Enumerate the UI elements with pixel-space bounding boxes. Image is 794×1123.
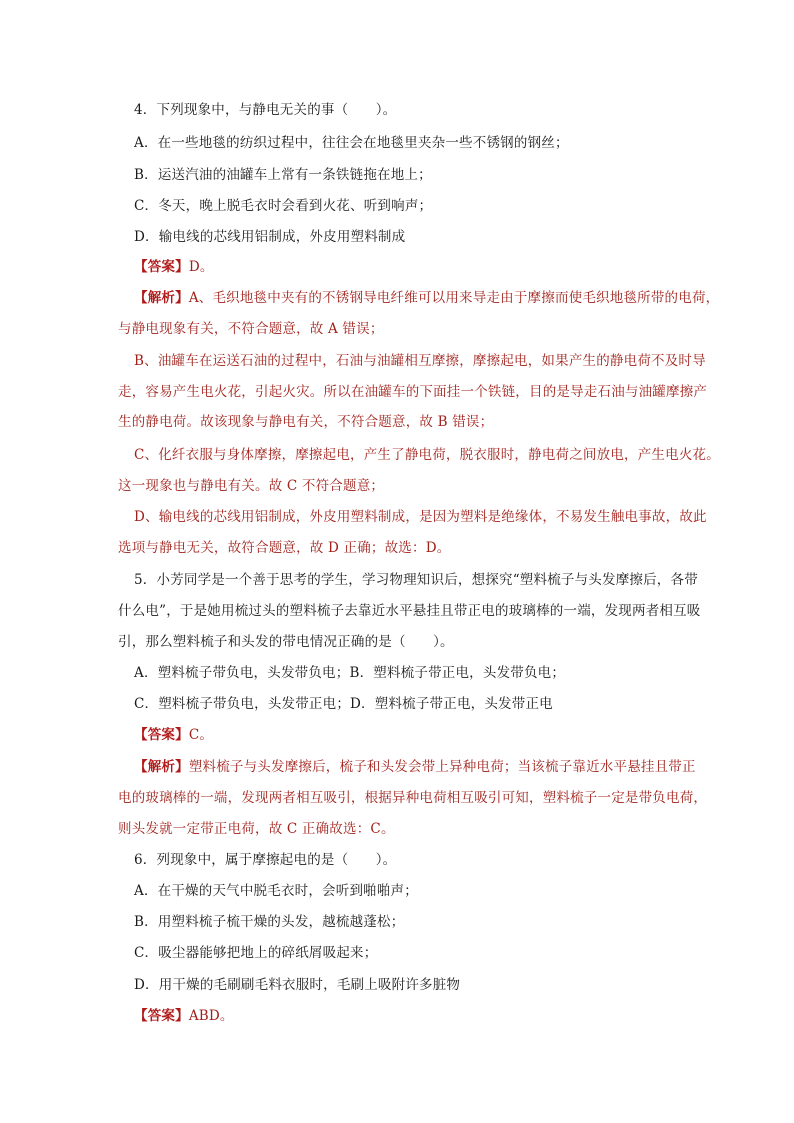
analysis-text: C、化纤衣服与身体摩擦，摩擦起电，产生了静电荷，脱衣服时，静电荷之间放电，产生电火花。 <box>134 447 720 463</box>
q4-analysis-line <box>134 289 719 307</box>
q4-option-b: B．运送汽油的油罐车上常有一条铁链拖在地上； <box>134 167 432 183</box>
q6-option-d: D．用干燥的毛刷刷毛料衣服时，毛刷上吸附许多脏物 <box>134 977 461 993</box>
q5-stem: 引，那么塑料梳子和头发的带电情况正确的是（ ）。 <box>118 634 454 650</box>
analysis-text: 塑料梳子与头发摩擦后，梳子和头发会带上异种电荷；当该梳子靠近水平悬挂且带正 <box>188 759 696 775</box>
q4-answer <box>134 258 214 276</box>
analysis-text: 电的玻璃棒的一端，发现两者相互吸引，根据异种电荷相互吸引可知，塑料梳子一定是带负电荷， <box>118 790 708 806</box>
q6-option-a: A．在干燥的天气中脱毛衣时，会听到啪啪声； <box>134 883 418 899</box>
analysis-text: 生的静电荷。故该现象与静电有关，不符合题意，故 B 错误； <box>118 414 494 430</box>
analysis-text: 则头发就一定带正电荷，故 C 正确故选：C。 <box>118 821 395 837</box>
analysis-text: B、油罐车在运送石油的过程中，石油与油罐相互摩擦，摩擦起电，如果产生的静电荷不及时导 <box>134 353 706 369</box>
analysis-tag: 【解析】 <box>134 759 189 775</box>
q6-answer <box>134 1007 234 1025</box>
q4-option-c: C．冬天，晚上脱毛衣时会看到火花、听到响声； <box>134 198 433 214</box>
q4-option-d: D．输电线的芯线用铝制成，外皮用塑料制成 <box>134 229 406 245</box>
q4-stem: 4．下列现象中，与静电无关的事（ ）。 <box>134 102 397 118</box>
answer-tag: 【答案】 <box>134 727 189 743</box>
analysis-text: 与静电现象有关，不符合题意，故 A 错误； <box>118 321 384 337</box>
q4-option-a: A．在一些地毯的纺织过程中，往往会在地毯里夹杂一些不锈钢的钢丝； <box>134 135 569 151</box>
q5-stem: 5．小芳同学是一个善于思考的学生，学习物理知识后，想探究“塑料梳子与头发摩擦后，各带 <box>134 572 698 588</box>
answer-tag: 【答案】 <box>134 1008 189 1024</box>
analysis-text: 走，容易产生电火花，引起火灾。所以在油罐车的下面挂一个铁链，目的是导走石油与油罐摩擦产 <box>118 384 708 400</box>
answer-tag: 【答案】 <box>134 259 189 275</box>
q5-options-ab: A．塑料梳子带负电，头发带负电；B．塑料梳子带正电，头发带负电； <box>134 665 566 681</box>
analysis-tag: 【解析】 <box>134 290 189 306</box>
answer-value: D。 <box>188 259 214 275</box>
q5-analysis-line <box>134 758 696 776</box>
analysis-text: 选项与静电无关，故符合题意，故 D 正确；故选：D。 <box>118 540 451 556</box>
q5-options-cd: C．塑料梳子带负电，头发带正电；D．塑料梳子带正电，头发带正电 <box>134 696 553 712</box>
analysis-text: A、毛织地毯中夹有的不锈钢导电纤维可以用来导走由于摩擦而使毛织地毯所带的电荷， <box>188 290 720 306</box>
answer-value: ABD。 <box>188 1008 234 1024</box>
q6-option-c: C．吸尘器能够把地上的碎纸屑吸起来； <box>134 945 378 961</box>
q6-stem: 6．列现象中，属于摩擦起电的是（ ）。 <box>134 852 397 868</box>
q6-option-b: B．用塑料梳子梳干燥的头发，越梳越蓬松； <box>134 914 405 930</box>
answer-value: C。 <box>188 727 214 743</box>
q5-answer <box>134 726 213 744</box>
analysis-text: D、输电线的芯线用铝制成，外皮用塑料制成，是因为塑料是绝缘体，不易发生触电事故，故此 <box>134 509 707 525</box>
q5-stem: 什么电”，于是她用梳过头的塑料梳子去靠近水平悬挂且带正电的玻璃棒的一端，发现两者相互吸 <box>118 603 701 619</box>
analysis-text: 这一现象也与静电有关。故 C 不符合题意； <box>118 478 385 494</box>
